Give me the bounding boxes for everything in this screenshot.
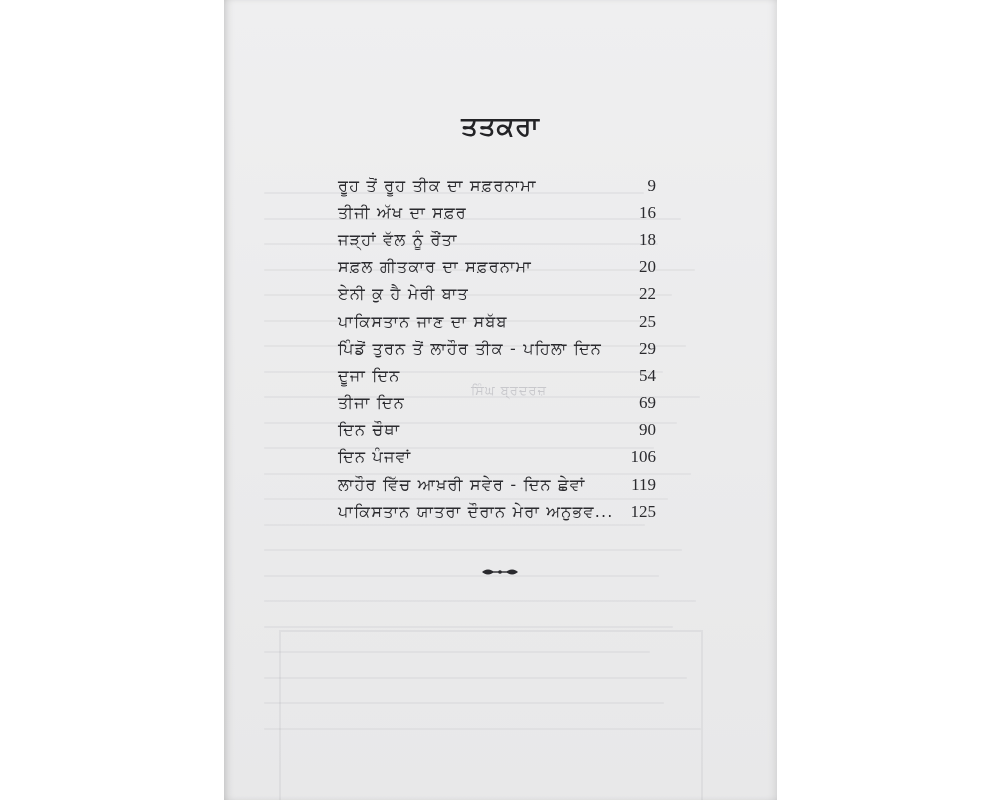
toc-entry-title: ਏਨੀ ਕੁ ਹੈ ਮੇਰੀ ਬਾਤ bbox=[338, 284, 469, 304]
toc-entry bbox=[338, 226, 656, 253]
toc-entry bbox=[338, 335, 656, 362]
watermark: ਸਿੰਘ ਬ੍ਰਦਰਜ਼ bbox=[471, 384, 547, 399]
toc-entry bbox=[338, 471, 656, 498]
toc-entry-page-number: 20 bbox=[639, 257, 656, 277]
toc-entry-title: ਤੀਜਾ ਦਿਨ bbox=[338, 393, 405, 413]
toc-entry-page-number: 25 bbox=[639, 311, 656, 331]
toc-entry-page-number: 119 bbox=[631, 474, 656, 494]
toc-entry-page-number: 69 bbox=[639, 393, 656, 413]
show-through-line bbox=[264, 575, 659, 577]
show-through-line bbox=[264, 549, 682, 551]
toc-entry bbox=[338, 281, 656, 308]
show-through-line bbox=[264, 600, 696, 602]
toc-entry-title: ਤੀਜੀ ਅੱਖ ਦਾ ਸਫ਼ਰ bbox=[338, 202, 467, 222]
toc-entry-page-number: 18 bbox=[639, 229, 656, 249]
toc-entry-title: ਰੂਹ ਤੋਂ ਰੂਹ ਤੀਕ ਦਾ ਸਫ਼ਰਨਾਮਾ bbox=[338, 175, 537, 195]
page-title: ਤਤਕਰਾ bbox=[461, 112, 540, 142]
toc-entry-page-number: 9 bbox=[647, 175, 656, 195]
toc-entry-page-number: 22 bbox=[639, 284, 656, 304]
toc-entry-title: ਪਿੰਡੋਂ ਤੁਰਨ ਤੋਂ ਲਾਹੌਰ ਤੀਕ - ਪਹਿਲਾ ਦਿਨ bbox=[338, 338, 602, 358]
toc-entry-title: ਸਫ਼ਲ ਗੀਤਕਾਰ ਦਾ ਸਫ਼ਰਨਾਮਾ bbox=[338, 257, 532, 277]
show-through-line bbox=[264, 626, 673, 628]
toc-entry-page-number: 29 bbox=[639, 338, 656, 358]
toc-entry-title: ਪਾਕਿਸਤਾਨ ਜਾਣ ਦਾ ਸਬੱਬ bbox=[338, 311, 508, 331]
toc-entry-title: ਜੜ੍ਹਾਂ ਵੱਲ ਨੂੰ ਰੌਂਤਾ bbox=[338, 229, 458, 249]
toc-entry-title: ਦਿਨ ਚੌਥਾ bbox=[338, 420, 401, 440]
book-page bbox=[224, 0, 777, 800]
toc-entry-page-number: 16 bbox=[639, 202, 656, 222]
toc-entry-page-number: 106 bbox=[630, 447, 656, 467]
table-of-contents bbox=[338, 172, 656, 525]
toc-entry bbox=[338, 254, 656, 281]
toc-entry bbox=[338, 172, 656, 199]
toc-entry bbox=[338, 308, 656, 335]
toc-entry-title: ਦਿਨ ਪੰਜਵਾਂ bbox=[338, 447, 412, 467]
toc-entry bbox=[338, 444, 656, 471]
flourish-icon bbox=[480, 566, 520, 578]
toc-entry-title: ਲਾਹੌਰ ਵਿੱਚ ਆਖ਼ਰੀ ਸਵੇਰ - ਦਿਨ ਛੇਵਾਂ bbox=[338, 474, 586, 494]
toc-entry-page-number: 125 bbox=[630, 501, 656, 521]
toc-entry bbox=[338, 417, 656, 444]
show-through-box bbox=[279, 630, 703, 800]
toc-entry-page-number: 54 bbox=[639, 365, 656, 385]
toc-entry-title: ਪਾਕਿਸਤਾਨ ਯਾਤਰਾ ਦੌਰਾਨ ਮੇਰਾ ਅਨੁਭਵ... bbox=[338, 501, 614, 521]
toc-entry-page-number: 90 bbox=[639, 420, 656, 440]
toc-entry bbox=[338, 498, 656, 525]
toc-entry-title: ਦੂਜਾ ਦਿਨ bbox=[338, 365, 401, 385]
toc-entry bbox=[338, 199, 656, 226]
